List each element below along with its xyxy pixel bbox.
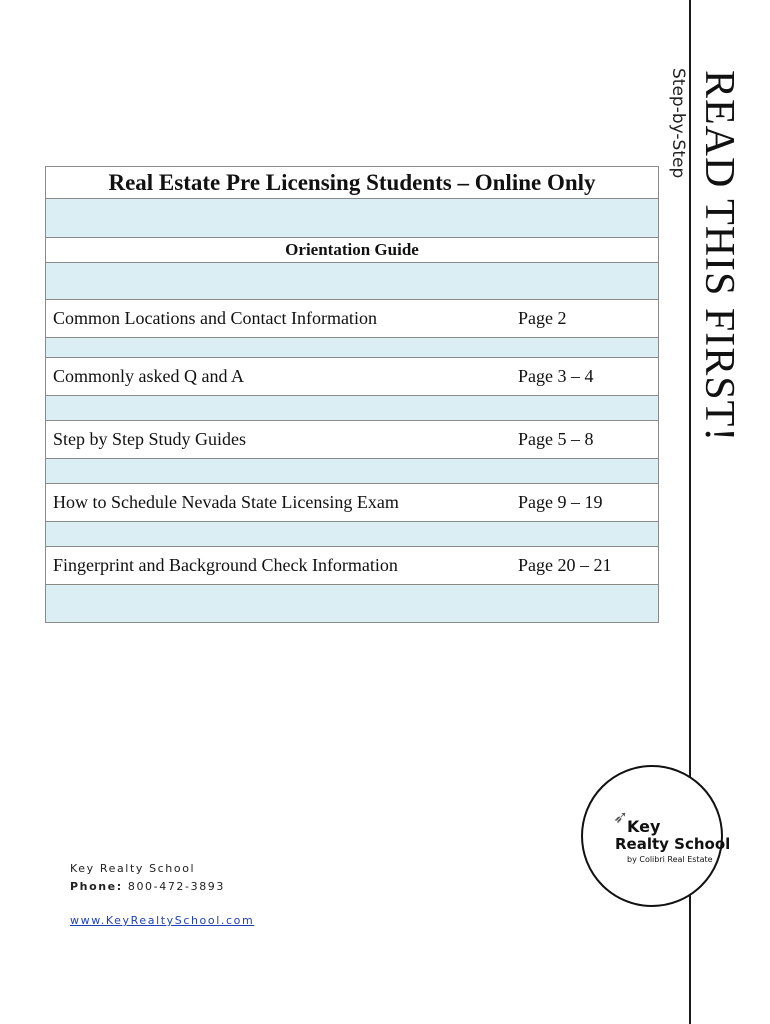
- read-first-heading: READ THIS FIRST!: [696, 70, 742, 443]
- table-row: [46, 421, 659, 459]
- entry-label: Common Locations and Contact Information: [53, 308, 377, 328]
- entry-label: Commonly asked Q and A: [53, 366, 244, 386]
- shaded-row: [46, 199, 659, 238]
- shaded-row: [46, 338, 659, 358]
- orientation-table: [45, 166, 659, 623]
- phone-label: Phone:: [70, 880, 123, 893]
- phone-line: [70, 880, 254, 893]
- entry-label: Step by Step Study Guides: [53, 429, 247, 449]
- school-logo: [581, 765, 731, 907]
- table-row: [46, 547, 659, 585]
- step-by-step-label: Step-by-Step: [668, 68, 688, 179]
- table-row: [46, 300, 659, 338]
- logo-line-key: Key: [627, 817, 661, 836]
- logo-line-colibri: by Colibri Real Estate: [627, 855, 713, 864]
- table-row: [46, 358, 659, 396]
- shaded-row: [46, 396, 659, 421]
- shaded-row: [46, 459, 659, 484]
- entry-label: Fingerprint and Background Check Information: [53, 555, 398, 575]
- entry-page: Page 3 – 4: [518, 366, 594, 386]
- entry-page: Page 9 – 19: [518, 492, 603, 512]
- entry-page: Page 20 – 21: [518, 555, 612, 575]
- shaded-row: [46, 585, 659, 623]
- entry-page: Page 2: [518, 308, 567, 328]
- shaded-row: [46, 263, 659, 300]
- table-row: [46, 484, 659, 522]
- entry-page: Page 5 – 8: [518, 429, 594, 449]
- logo-line-realty-school: Realty School: [615, 835, 731, 853]
- school-name: Key Realty School: [70, 862, 196, 875]
- phone-number: 800-472-3893: [127, 880, 225, 893]
- website-link[interactable]: www.KeyRealtySchool.com: [70, 914, 255, 927]
- footer-contact: [70, 862, 254, 927]
- shaded-row: [46, 522, 659, 547]
- guide-title: Real Estate Pre Licensing Students – Online Only: [46, 167, 659, 199]
- hummingbird-icon: ➶: [613, 807, 629, 828]
- entry-label: How to Schedule Nevada State Licensing Exam: [53, 492, 399, 512]
- guide-subtitle: Orientation Guide: [46, 238, 659, 263]
